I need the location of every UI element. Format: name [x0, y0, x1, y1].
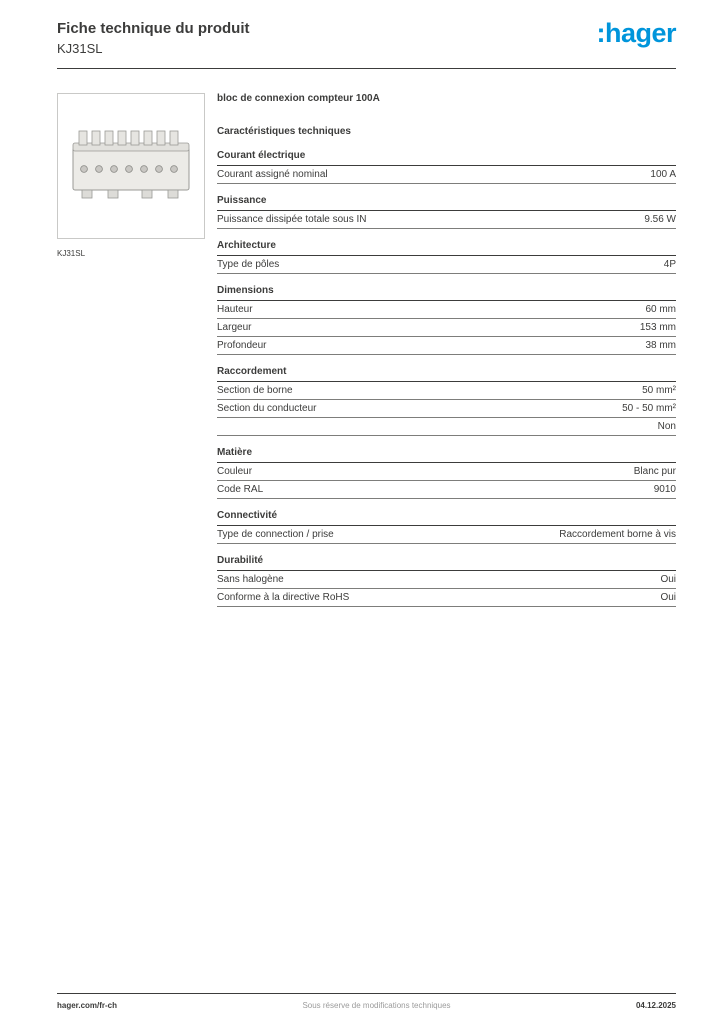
hager-logo: :hager [596, 18, 676, 48]
spec-section-durabilite [217, 555, 676, 607]
spec-row-label: Profondeur [217, 340, 267, 351]
product-reference: KJ31SL [57, 41, 103, 56]
spec-row-value: Oui [660, 574, 676, 585]
spec-row-value: 153 mm [639, 322, 676, 333]
section-title: Courant électrique [217, 150, 676, 166]
footer-date: 04.12.2025 [635, 1001, 676, 1010]
spec-row-value: Blanc pur [633, 466, 676, 477]
section-title: Puissance [217, 195, 676, 211]
spec-row-label: Courant assigné nominal [217, 169, 328, 180]
spec-row-value: 60 mm [645, 304, 676, 315]
spec-row-value: 4P [663, 259, 676, 270]
section-title: Dimensions [217, 285, 676, 301]
spec-row [217, 319, 676, 337]
spec-row-value: 50 mm² [642, 385, 676, 396]
spec-row [217, 589, 676, 607]
spec-row [217, 571, 676, 589]
spec-column [217, 93, 676, 618]
spec-row-label: Largeur [217, 322, 252, 333]
spec-section-dimensions [217, 285, 676, 355]
product-image-frame [57, 93, 205, 239]
image-column [57, 93, 205, 618]
footer [57, 993, 676, 1010]
section-title: Raccordement [217, 366, 676, 382]
spec-section-raccordement [217, 366, 676, 436]
section-title: Connectivité [217, 510, 676, 526]
spec-row-value: 38 mm [645, 340, 676, 351]
spec-row [217, 418, 676, 436]
spec-section-connectivite [217, 510, 676, 544]
spec-section-puissance [217, 195, 676, 229]
product-image-caption: KJ31SL [57, 249, 86, 258]
spec-row [217, 526, 676, 544]
spec-row-label: Sans halogène [217, 574, 284, 585]
product-image [68, 124, 194, 208]
spec-row [217, 211, 676, 229]
footer-website: hager.com/fr-ch [57, 1001, 118, 1010]
spec-section-architecture [217, 240, 676, 274]
spec-row [217, 301, 676, 319]
footer-disclaimer: Sous réserve de modifications techniques [302, 1001, 451, 1010]
spec-row-label: Puissance dissipée totale sous IN [217, 214, 367, 225]
spec-row-label: Hauteur [217, 304, 253, 315]
spec-row [217, 463, 676, 481]
page-title: Fiche technique du produit [57, 20, 250, 37]
characteristics-title: Caractéristiques techniques [217, 126, 351, 137]
spec-row [217, 382, 676, 400]
spec-row-value: 50 - 50 mm² [622, 403, 676, 414]
spec-row-label: Type de connection / prise [217, 529, 334, 540]
spec-row-label: Section de borne [217, 385, 293, 396]
spec-row-value: Raccordement borne à vis [559, 529, 676, 540]
spec-row-value: 9.56 W [644, 214, 676, 225]
spec-section-matiere [217, 447, 676, 499]
main-content [57, 93, 676, 618]
spec-row-label: Couleur [217, 466, 253, 477]
section-title: Matière [217, 447, 676, 463]
section-title: Durabilité [217, 555, 676, 571]
spec-row-value: Non [657, 421, 676, 432]
spec-row-label: Code RAL [217, 484, 264, 495]
spec-row-value: Oui [660, 592, 676, 603]
spec-row-value: 9010 [653, 484, 676, 495]
spec-row [217, 256, 676, 274]
spec-row [217, 400, 676, 418]
spec-row [217, 337, 676, 355]
spec-row-label: Conforme à la directive RoHS [217, 592, 350, 603]
spec-row [217, 166, 676, 184]
product-name: bloc de connexion compteur 100A [217, 93, 380, 104]
spec-row-label: Section du conducteur [217, 403, 317, 414]
section-title: Architecture [217, 240, 676, 256]
spec-row-value: 100 A [650, 169, 676, 180]
header [57, 20, 676, 69]
spec-row [217, 481, 676, 499]
spec-row-label: Type de pôles [217, 259, 280, 270]
header-titles [57, 20, 250, 56]
spec-section-courant-electrique [217, 150, 676, 184]
